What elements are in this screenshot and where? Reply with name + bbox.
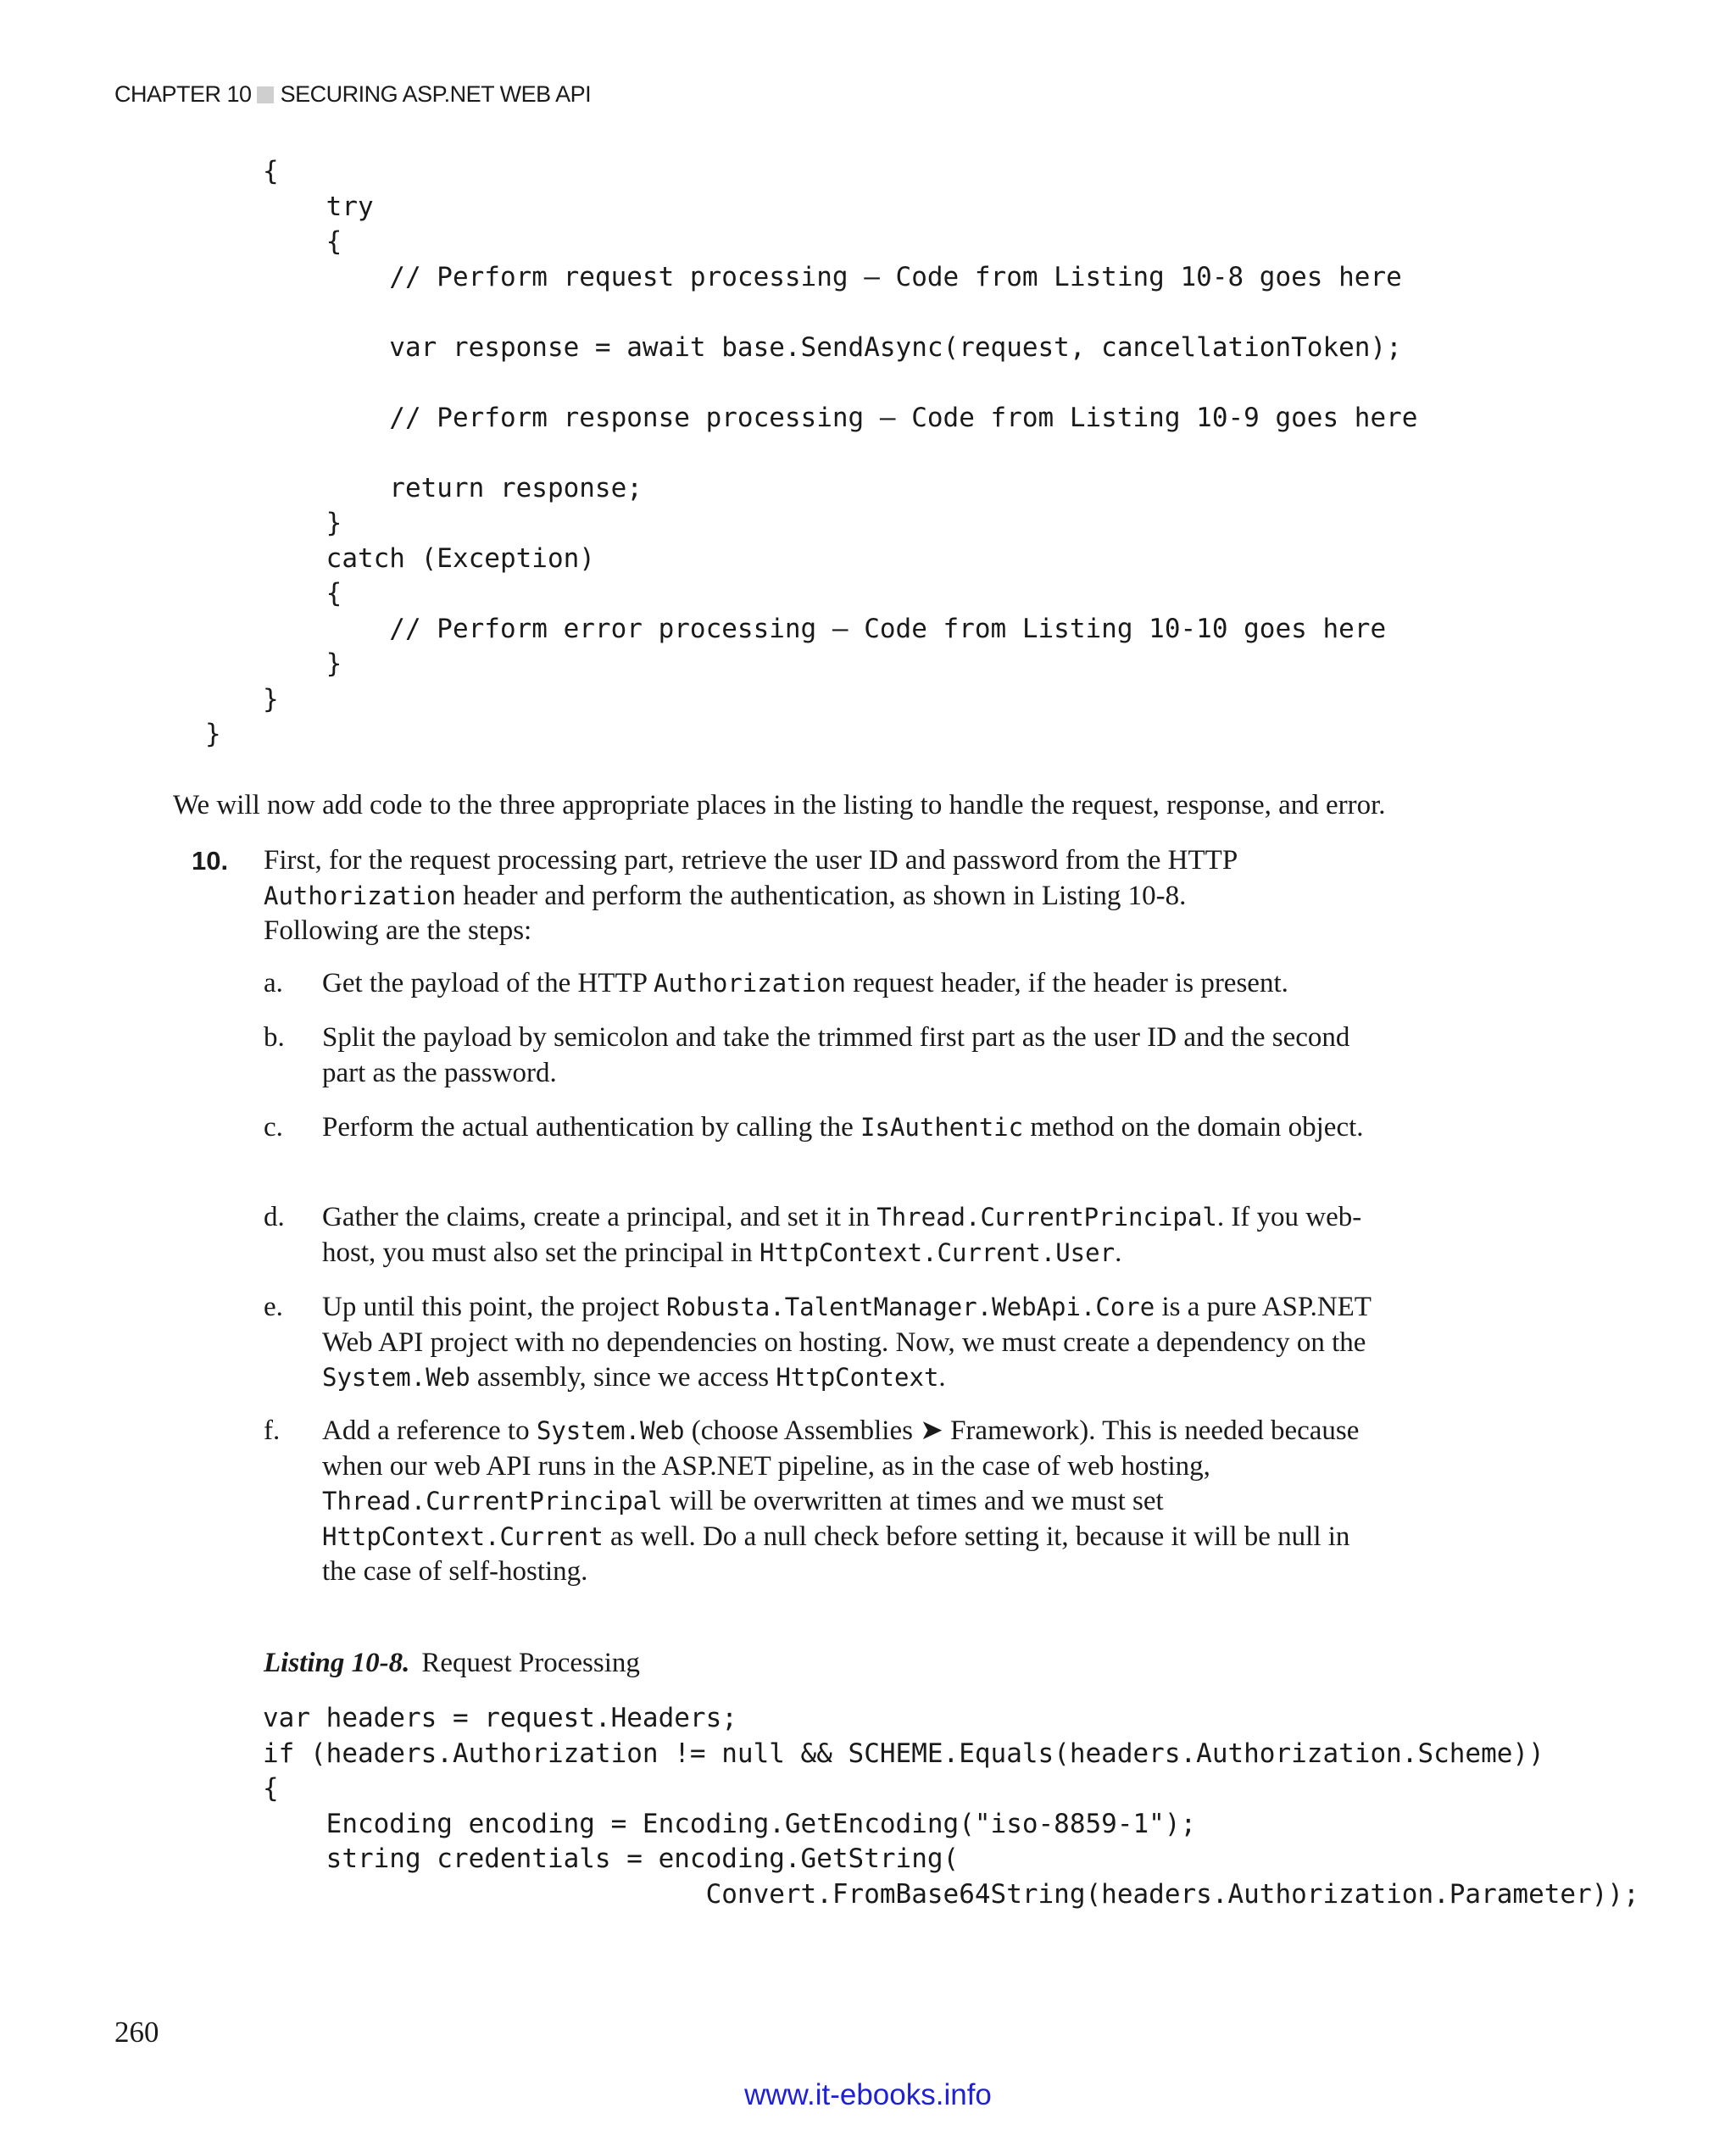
chapter-label: CHAPTER 10 bbox=[114, 81, 252, 107]
substep-text bbox=[322, 1414, 1390, 1590]
substep-letter: e. bbox=[264, 1292, 283, 1322]
code-line: return response; bbox=[263, 472, 643, 503]
code-line: Encoding encoding = Encoding.GetEncoding("iso-8859-1"); bbox=[263, 1808, 1197, 1839]
listing-caption bbox=[264, 1646, 640, 1682]
code-line bbox=[263, 365, 1417, 401]
listing-title: Request Processing bbox=[421, 1648, 640, 1678]
code-line: var headers = request.Headers; bbox=[263, 1703, 737, 1733]
inline-code: Authorization bbox=[654, 969, 846, 998]
substep-text-part: will be overwritten at times and we must set bbox=[662, 1486, 1164, 1516]
inline-code: HttpContext.Current.User bbox=[760, 1237, 1116, 1267]
inline-code: Thread.CurrentPrincipal bbox=[876, 1203, 1217, 1232]
code-line: } bbox=[263, 683, 279, 715]
substep-text-part: Gather the claims, create a principal, and set it in bbox=[322, 1202, 877, 1232]
listing-label: Listing 10-8. bbox=[264, 1648, 410, 1678]
code-line: } bbox=[263, 648, 342, 679]
code-line: catch (Exception) bbox=[263, 542, 595, 574]
code-line: { bbox=[263, 1773, 279, 1804]
step-text-part: Following are the steps: bbox=[264, 915, 532, 946]
substep-text-part: . bbox=[938, 1362, 946, 1393]
inline-code: System.Web bbox=[536, 1416, 685, 1445]
header-separator-square bbox=[257, 86, 274, 103]
substep-letter: f. bbox=[264, 1415, 281, 1446]
running-header bbox=[114, 81, 591, 108]
step-10-text bbox=[264, 843, 1450, 949]
inline-code: HttpContext.Current bbox=[322, 1521, 604, 1551]
substep-text-part: (choose Assemblies ➤ Framework). This is needed because when our web API runs in the ASP.NET pipeline, as in the case of web hosting, bbox=[322, 1415, 1360, 1482]
substep-text bbox=[322, 1290, 1390, 1396]
substep-text bbox=[322, 1110, 1390, 1146]
substep-text bbox=[322, 966, 1390, 1002]
substep-text bbox=[322, 1020, 1390, 1091]
inline-code: Authorization bbox=[264, 881, 456, 910]
substep-text-part: assembly, since we access bbox=[470, 1362, 776, 1393]
inline-code: Robusta.TalentManager.WebApi.Core bbox=[666, 1293, 1155, 1321]
substep-letter: a. bbox=[264, 968, 283, 998]
substep-text bbox=[322, 1200, 1390, 1271]
code-line: Convert.FromBase64String(headers.Authorization.Parameter)); bbox=[263, 1878, 1639, 1910]
page-number: 260 bbox=[114, 2016, 159, 2049]
substep-letter: c. bbox=[264, 1112, 283, 1143]
step-text-part: header and perform the authentication, as shown in Listing 10-8. bbox=[455, 880, 1187, 911]
step-text-part: First, for the request processing part, retrieve the user ID and password from the HTTP bbox=[264, 845, 1238, 876]
inline-code: Thread.CurrentPrincipal bbox=[322, 1487, 663, 1515]
chapter-title: SECURING ASP.NET WEB API bbox=[280, 81, 592, 107]
code-line: { bbox=[263, 156, 279, 186]
code-line: // Perform response processing – Code from Listing 10-9 goes here bbox=[263, 402, 1418, 433]
substep-letter: b. bbox=[264, 1022, 285, 1053]
code-line: if (headers.Authorization != null && SCHEME.Equals(headers.Authorization.Scheme)) bbox=[263, 1738, 1544, 1769]
substep-text-part: . If you web-host, you must also set the principal in bbox=[322, 1202, 1362, 1268]
code-block-listing-10-8 bbox=[263, 1701, 1639, 1912]
substep-text-part: Up until this point, the project bbox=[322, 1292, 667, 1322]
inline-code: IsAuthentic bbox=[860, 1113, 1024, 1142]
code-line: string credentials = encoding.GetString( bbox=[263, 1843, 960, 1874]
footer-link[interactable]: www.it-ebooks.info bbox=[744, 2078, 992, 2111]
code-block-handler-skeleton bbox=[205, 154, 1418, 753]
code-line: // Perform request processing – Code from Listing 10-8 goes here bbox=[263, 261, 1402, 292]
substep-letter: d. bbox=[264, 1202, 285, 1232]
code-line: } bbox=[263, 508, 342, 538]
code-line: try bbox=[263, 191, 374, 222]
code-line: // Perform error processing – Code from Listing 10-10 goes here bbox=[263, 613, 1387, 644]
substep-text-part: Split the payload by semicolon and take the trimmed first part as the user ID and the second part as the password. bbox=[322, 1022, 1350, 1088]
code-line bbox=[263, 436, 1417, 471]
substep-text-part: Get the payload of the HTTP bbox=[322, 968, 654, 998]
step-number: 10. bbox=[192, 846, 229, 876]
code-line: { bbox=[263, 578, 342, 609]
code-line bbox=[263, 295, 1417, 331]
substep-text-part: request header, if the header is present. bbox=[846, 968, 1288, 998]
substep-text-part: method on the domain object. bbox=[1023, 1112, 1364, 1143]
code-line: } bbox=[205, 719, 221, 749]
substep-text-part: Perform the actual authentication by calling the bbox=[322, 1112, 861, 1143]
inline-code: System.Web bbox=[322, 1363, 470, 1392]
substep-text-part: as well. Do a null check before setting it, because it will be null in the case of self-hosting. bbox=[322, 1521, 1350, 1587]
code-line: var response = await base.SendAsync(request, cancellationToken); bbox=[263, 331, 1402, 363]
inline-code: HttpContext bbox=[776, 1363, 939, 1392]
substep-text-part: . bbox=[1115, 1237, 1122, 1268]
substep-text-part: is a pure ASP.NET Web API project with no dependencies on hosting. Now, we must create a dependency on the bbox=[322, 1292, 1372, 1358]
intro-paragraph: We will now add code to the three appropriate places in the listing to handle the request, response, and error. bbox=[173, 790, 1386, 820]
substep-text-part: Add a reference to bbox=[322, 1415, 537, 1446]
code-line: { bbox=[263, 226, 342, 257]
